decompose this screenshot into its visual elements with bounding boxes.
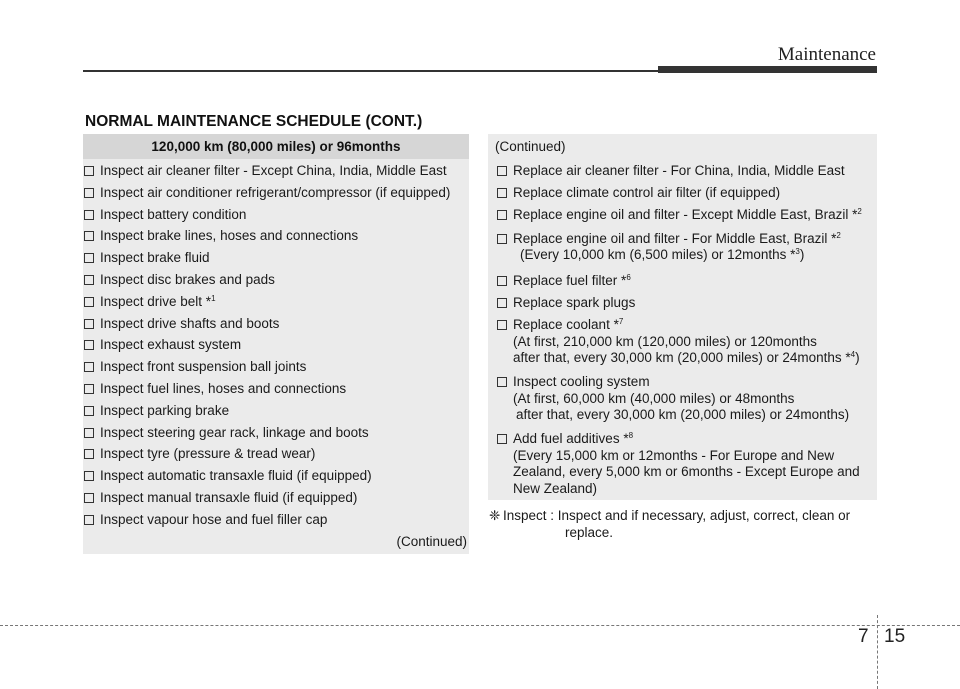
- page-number: 15: [884, 626, 906, 647]
- note-line-1: Inspect : Inspect and if necessary, adjust, correct, clean or: [503, 508, 851, 523]
- checklist-item: Replace climate control air filter (if equipped): [497, 185, 780, 201]
- checklist-item: Inspect vapour hose and fuel filler cap: [83, 512, 469, 534]
- footnote-marker: 8: [628, 431, 634, 440]
- checklist-item: Inspect front suspension ball joints: [83, 359, 469, 381]
- coolant-interval-2: after that, every 30,000 km (20,000 miles) or 24months *$^4$): [513, 350, 860, 365]
- checklist-item: Inspect fuel lines, hoses and connections: [83, 381, 469, 403]
- cooling-interval-1: (At first, 60,000 km (40,000 miles) or 48months: [513, 390, 795, 406]
- note-symbol-icon: ❈: [489, 508, 501, 523]
- header-rule-thin: [83, 70, 660, 72]
- checklist-item: Inspect drive belt *$^1$: [83, 294, 469, 316]
- checkbox-icon: [84, 471, 94, 481]
- chapter-number: 7: [858, 626, 869, 647]
- checkbox-icon: [84, 166, 94, 176]
- checkbox-icon: [84, 406, 94, 416]
- coolant-interval-1: (At first, 210,000 km (120,000 miles) or 120months: [513, 333, 817, 349]
- checkbox-icon: [84, 515, 94, 525]
- checkbox-icon: [84, 384, 94, 394]
- checkbox-icon: [84, 493, 94, 503]
- header-rule-thick: [658, 66, 877, 73]
- schedule-panel-120000km: [83, 134, 469, 554]
- checkbox-icon: [84, 428, 94, 438]
- footnote-marker: 2: [836, 231, 841, 240]
- checkbox-icon: [84, 253, 94, 263]
- checklist-item: Inspect exhaust system: [83, 337, 469, 359]
- left-checklist: [83, 159, 469, 534]
- footnote-marker: 6: [626, 273, 631, 282]
- checkbox-icon: [84, 449, 94, 459]
- checklist-item: Inspect tyre (pressure & tread wear): [83, 446, 469, 468]
- engine-oil-interval: (Every 10,000 km (6,500 miles) or 12months *$^3$): [520, 247, 805, 262]
- checkbox-icon: [497, 320, 507, 330]
- footnote-marker: 2: [857, 207, 862, 216]
- checklist-item: Inspect brake fluid: [83, 250, 469, 272]
- checkbox-icon: [497, 210, 507, 220]
- inspect-note: [489, 508, 879, 541]
- checkbox-icon: [84, 188, 94, 198]
- header-title: Maintenance: [777, 44, 876, 65]
- checklist-item: Inspect automatic transaxle fluid (if equipped): [83, 468, 469, 490]
- checkbox-icon: [84, 340, 94, 350]
- continued-label: (Continued): [495, 139, 566, 154]
- checkbox-icon: [497, 434, 507, 444]
- checklist-item: Replace coolant *$^7$ (At first, 210,000 km (120,000 miles) or 120months after that, every 30,000 km (20,000 miles) or 24months *$^4$): [497, 317, 860, 367]
- checklist-item: Inspect air cleaner filter - Except China, India, Middle East: [83, 163, 469, 185]
- checklist-item: Replace engine oil and filter - For Middle East, Brazil *$^2$ (Every 10,000 km (6,500 miles) or 12months *$^3$): [497, 231, 841, 264]
- checkbox-icon: [84, 210, 94, 220]
- checklist-item: Replace engine oil and filter - Except Middle East, Brazil *$^2$: [497, 207, 862, 223]
- footnote-marker: 1: [211, 293, 216, 303]
- checklist-item: Inspect steering gear rack, linkage and boots: [83, 425, 469, 447]
- note-line-2: replace.: [565, 524, 614, 540]
- continued-label: (Continued): [396, 534, 467, 549]
- footnote-marker: 7: [618, 317, 624, 326]
- checkbox-icon: [84, 362, 94, 372]
- checkbox-icon: [497, 276, 507, 286]
- additives-interval-3: New Zealand): [513, 480, 598, 496]
- checklist-item: Inspect disc brakes and pads: [83, 272, 469, 294]
- checkbox-icon: [84, 297, 94, 307]
- checkbox-icon: [497, 234, 507, 244]
- checkbox-icon: [497, 377, 507, 387]
- checklist-item: Inspect drive shafts and boots: [83, 316, 469, 338]
- checkbox-icon: [84, 319, 94, 329]
- additives-interval-1: (Every 15,000 km or 12months - For Europe and New: [513, 447, 835, 463]
- checkbox-icon: [84, 231, 94, 241]
- checklist-item: Add fuel additives *$^8$ (Every 15,000 km or 12months - For Europe and New Zealand, every 5,000 km or 6months - Except Europe and New Zealand): [497, 431, 860, 497]
- checklist-item: Inspect brake lines, hoses and connections: [83, 228, 469, 250]
- footer-divider: [877, 615, 878, 689]
- checkbox-icon: [497, 188, 507, 198]
- checklist-item: Inspect parking brake: [83, 403, 469, 425]
- cooling-interval-2: after that, every 30,000 km (20,000 miles) or 24months): [516, 407, 850, 422]
- footer-rule: [0, 625, 960, 626]
- checkbox-icon: [497, 298, 507, 308]
- checkbox-icon: [84, 275, 94, 285]
- checklist-item: Inspect cooling system (At first, 60,000 km (40,000 miles) or 48months after that, every 30,000 km (20,000 miles) or 24months): [497, 374, 849, 424]
- checklist-item: Replace spark plugs: [497, 295, 635, 311]
- checklist-item: Inspect air conditioner refrigerant/compressor (if equipped): [83, 185, 469, 207]
- interval-heading: 120,000 km (80,000 miles) or 96months: [83, 134, 469, 159]
- section-title: NORMAL MAINTENANCE SCHEDULE (CONT.): [85, 113, 423, 130]
- checklist-item: Replace air cleaner filter - For China, India, Middle East: [497, 163, 845, 179]
- schedule-panel-continued: [488, 134, 877, 500]
- checkbox-icon: [497, 166, 507, 176]
- checklist-item: Inspect battery condition: [83, 207, 469, 229]
- checklist-item: Inspect manual transaxle fluid (if equipped): [83, 490, 469, 512]
- checklist-item: Replace fuel filter *$^6$: [497, 273, 631, 289]
- additives-interval-2: Zealand, every 5,000 km or 6months - Except Europe and: [513, 464, 860, 479]
